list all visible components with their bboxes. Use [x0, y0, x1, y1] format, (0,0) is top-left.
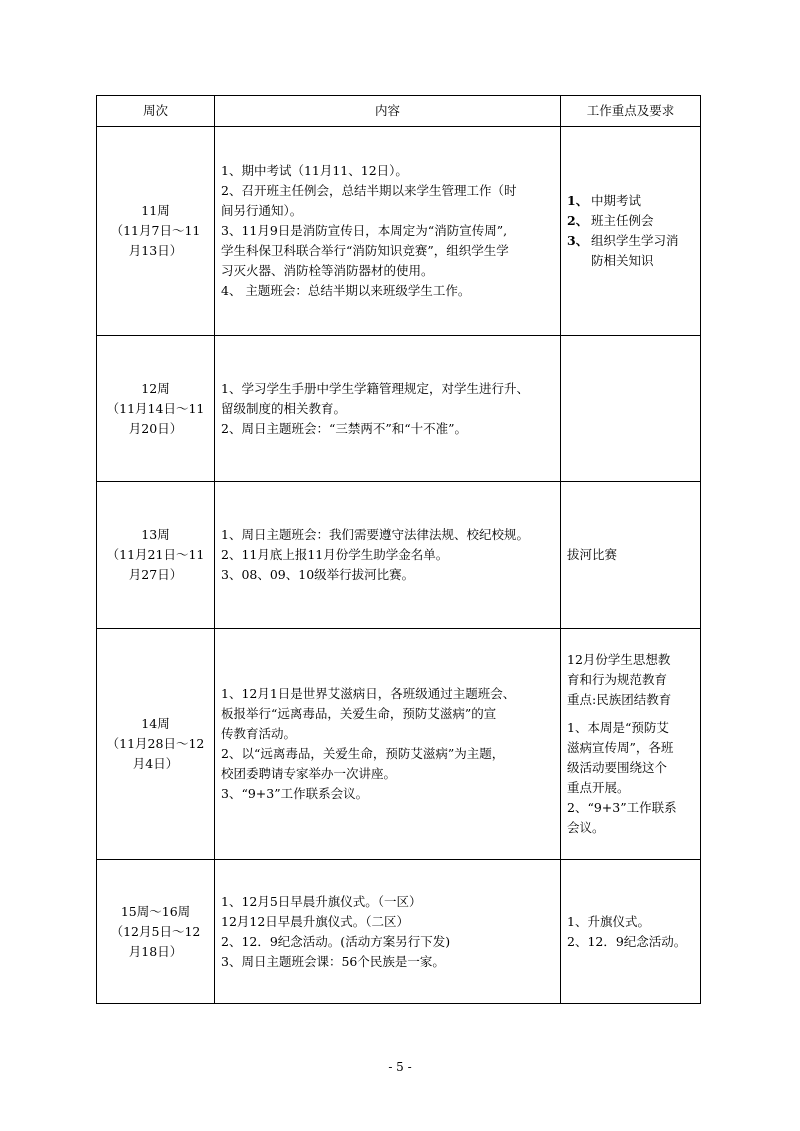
- week-cell: [97, 482, 215, 629]
- focus-item-text: [591, 231, 694, 271]
- focus-item: [567, 191, 694, 211]
- focus-item-text: 班主任例会: [591, 213, 654, 228]
- focus-cell: [561, 860, 701, 1004]
- focus-item: [567, 211, 694, 231]
- week-label: 13周: [141, 527, 170, 542]
- week-label: 11周: [141, 203, 170, 218]
- focus-line: 重点开展。: [567, 780, 630, 795]
- week-range: 月13日）: [128, 243, 183, 258]
- focus-line: 1、升旗仪式。: [567, 913, 650, 929]
- week-range: （11月7日～11: [110, 223, 201, 238]
- focus-item-number: 3、: [567, 233, 589, 248]
- content-line: 3、08、09、10级举行拔河比赛。: [221, 567, 415, 582]
- week-range: 月18日）: [128, 943, 183, 959]
- week-cell: [97, 629, 215, 860]
- week-label: 14周: [141, 716, 170, 731]
- table-row: [97, 482, 701, 629]
- focus-item: [567, 231, 694, 271]
- focus-cell: [561, 629, 701, 860]
- content-cell: [215, 860, 561, 1004]
- schedule-table: [96, 95, 701, 1004]
- focus-line: 拔河比赛: [567, 547, 618, 562]
- focus-item-text: 中期考试: [591, 193, 642, 208]
- page-number: - 5 -: [388, 1060, 412, 1074]
- focus-line: 重点:民族团结教育: [567, 692, 672, 707]
- content-cell: [215, 127, 561, 336]
- content-line: 3、“9+3”工作联系会议。: [221, 786, 369, 801]
- content-line: 1、周日主题班会：我们需要遵守法律法规、校纪校规。: [221, 527, 529, 542]
- content-line: 校团委聘请专家举办一次讲座。: [221, 766, 397, 781]
- focus-line: 组织学生学习消: [591, 233, 679, 248]
- focus-cell: [561, 336, 701, 482]
- content-line: 12月12日早晨升旗仪式。（二区）: [221, 913, 410, 929]
- focus-cell: [561, 482, 701, 629]
- focus-line: 2、“9+3”工作联系: [567, 800, 677, 815]
- focus-line: 会议。: [567, 820, 605, 835]
- content-cell: [215, 336, 561, 482]
- week-range: 月4日）: [132, 756, 179, 771]
- focus-cell: [561, 127, 701, 336]
- content-line: 2、11月底上报11月份学生助学金名单。: [221, 547, 449, 562]
- week-label: 15周～16周: [120, 903, 191, 919]
- focus-item-number: 1、: [567, 193, 589, 208]
- week-cell: [97, 127, 215, 336]
- focus-spacer: [567, 710, 694, 718]
- content-line: 间另行通知）。: [221, 203, 303, 218]
- table-row: [97, 127, 701, 336]
- content-line: 2、周日主题班会：“三禁两不”和“十不准”。: [221, 420, 468, 436]
- focus-line: 级活动要围绕这个: [567, 760, 668, 775]
- focus-item-number: 2、: [567, 213, 589, 228]
- content-line: 1、学习学生手册中学生学籍管理规定，对学生进行升、: [221, 380, 529, 396]
- content-line: 学生科保卫科联合举行“消防知识竞赛”，组织学生学: [221, 243, 509, 258]
- content-cell: [215, 482, 561, 629]
- header-row: [97, 96, 701, 127]
- focus-line: 防相关知识: [591, 253, 654, 268]
- content-line: 2、12．9纪念活动。(活动方案另行下发): [221, 933, 451, 949]
- focus-line: 育和行为规范教育: [567, 672, 668, 687]
- week-cell: [97, 336, 215, 482]
- content-line: 1、12月1日是世界艾滋病日，各班级通过主题班会、: [221, 686, 516, 701]
- content-line: 传教育活动。: [221, 726, 297, 741]
- content-line: 4、 主题班会：总结半期以来班级学生工作。: [221, 283, 471, 298]
- header-focus: 工作重点及要求: [561, 96, 701, 127]
- header-week: 周次: [97, 96, 215, 127]
- focus-line: 1、本周是“预防艾: [567, 720, 669, 735]
- week-range: （11月28日～12: [106, 736, 205, 751]
- content-line: 3、周日主题班会课：56个民族是一家。: [221, 953, 445, 969]
- content-line: 留级制度的相关教育。: [221, 400, 347, 416]
- week-range: 月27日）: [128, 567, 183, 582]
- week-label: 12周: [141, 380, 170, 396]
- week-range: （11月14日～11: [106, 400, 205, 416]
- content-line: 1、期中考试（11月11、12日）。: [221, 163, 408, 178]
- week-range: （12月5日～12: [110, 923, 201, 939]
- content-line: 2、召开班主任例会，总结半期以来学生管理工作（时: [221, 183, 517, 198]
- content-line: 板报举行“远离毒品，关爱生命，预防艾滋病”的宣: [221, 706, 497, 721]
- table-row: [97, 336, 701, 482]
- focus-line: 滋病宣传周”，各班: [567, 740, 674, 755]
- focus-line: 2、12．9纪念活动。: [567, 933, 687, 949]
- week-cell: [97, 860, 215, 1004]
- content-line: 1、12月5日早晨升旗仪式。（一区）: [221, 893, 422, 909]
- content-line: 3、11月9日是消防宣传日，本周定为“消防宣传周”,: [221, 223, 508, 238]
- header-content: 内容: [215, 96, 561, 127]
- content-line: 2、以“远离毒品，关爱生命，预防艾滋病”为主题，: [221, 746, 505, 761]
- week-range: 月20日）: [128, 420, 183, 436]
- focus-line: 12月份学生思想教: [567, 652, 671, 667]
- week-range: （11月21日～11: [106, 547, 205, 562]
- table-row: [97, 860, 701, 1004]
- content-line: 习灭火器、消防栓等消防器材的使用。: [221, 263, 434, 278]
- table-row: [97, 629, 701, 860]
- content-cell: [215, 629, 561, 860]
